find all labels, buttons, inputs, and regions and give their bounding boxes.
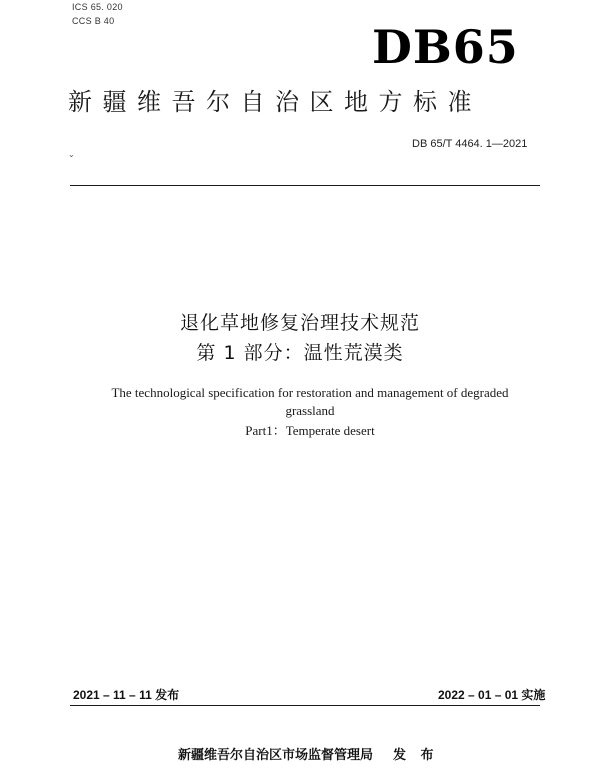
header-divider: [70, 185, 540, 186]
title-part-chinese: 第 1 部分：温性荒漠类: [196, 342, 404, 364]
implementation-date: 2022 – 01 – 01 实施: [438, 688, 546, 702]
title-english: The technological specification for restoration and management of degraded grassland: [111, 385, 509, 418]
issuer-name: 新疆维吾尔自治区市场监督管理局: [178, 748, 374, 763]
issuer-line: [178, 744, 439, 763]
title-chinese: 退化草地修复治理技术规范: [179, 312, 420, 334]
issuer-action: 发 布: [393, 748, 439, 763]
issue-date: 2021 – 11 – 11 发布: [73, 688, 180, 702]
db-standard-mark: DB65: [372, 20, 519, 74]
title-part-english: Part1：Temperate desert: [245, 423, 375, 438]
standard-number: DB 65/T 4464. 1—2021: [412, 138, 528, 150]
ccs-code: CCS B 40: [72, 16, 115, 26]
standard-type-banner: 新疆维吾尔自治区地方标准: [68, 88, 482, 116]
scan-mark: ⌄: [68, 150, 75, 159]
footer-divider: [70, 705, 540, 706]
ics-code: ICS 65. 020: [72, 2, 123, 12]
